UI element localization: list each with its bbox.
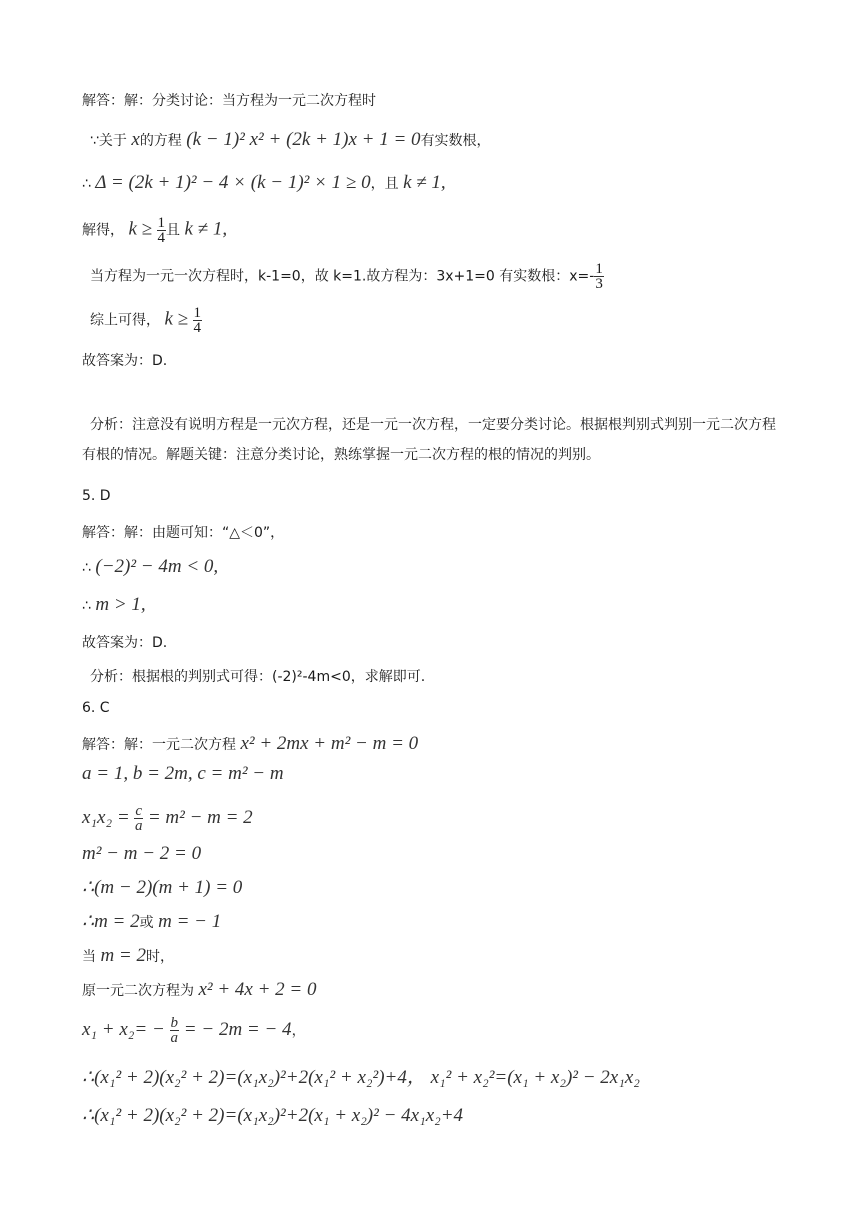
text-line: 故答案为：D.	[82, 635, 168, 651]
numerator: 1	[157, 215, 166, 231]
text-line	[82, 910, 221, 933]
text: 的方程	[139, 133, 182, 149]
therefore-symbol: ∴	[82, 560, 91, 576]
text-line	[82, 172, 446, 194]
math: x	[131, 129, 140, 150]
text-line	[90, 129, 491, 151]
text: 当方程为一元一次方程时，k-1=0，故 k=1.故方程为：3x+1=0 有实数根：x=-	[90, 268, 595, 285]
math: = − 2m = − 4	[183, 1018, 292, 1040]
text-line	[82, 979, 316, 1001]
math-discriminant: Δ = (2k + 1)² − 4 × (k − 1)² × 1 ≥ 0	[95, 172, 371, 193]
text-line	[82, 945, 174, 967]
denominator: a	[170, 1030, 179, 1046]
therefore-symbol: ∴	[82, 176, 91, 192]
math: m > 1,	[95, 594, 146, 615]
math-equation: (k − 1)² x² + (2k + 1)x + 1 = 0	[186, 129, 421, 150]
text-line	[90, 262, 604, 291]
text: ，	[291, 1022, 306, 1039]
math: k ≠ 1,	[403, 172, 446, 193]
text-line	[82, 216, 227, 245]
math: x₁x₂ =	[82, 806, 130, 828]
math: k ≠ 1,	[184, 218, 228, 240]
fraction	[193, 306, 203, 335]
math: x₁² + x₂²=(x₁ + x₂)² − 2x₁x₂	[430, 1067, 640, 1088]
fraction	[594, 262, 604, 291]
text: 或	[139, 915, 154, 931]
fraction	[170, 1016, 180, 1045]
text-line: 分析：根据根的判别式可得：(-2)²-4m<0，求解即可.	[90, 669, 426, 685]
text: 解得，	[82, 222, 124, 239]
text-line	[90, 306, 202, 335]
math: k ≥	[164, 308, 189, 330]
math: (−2)² − 4m < 0,	[95, 556, 219, 577]
numerator: c	[135, 803, 143, 819]
denominator: 4	[193, 320, 202, 336]
math: m = 2	[100, 945, 146, 966]
math: m = − 1	[158, 911, 222, 932]
text-line: 解答：解：由题可知：“△＜0”，	[82, 525, 285, 541]
therefore-symbol: ∴	[82, 598, 91, 614]
math-line	[82, 1016, 306, 1045]
numerator: 1	[193, 305, 202, 321]
text: ，且	[370, 176, 399, 192]
question-number: 5. D	[82, 488, 111, 504]
math: ∴(x₁² + 2)(x₂² + 2)=(x₁x₂)²+2(x₁² + x₂²)+4，	[82, 1067, 426, 1088]
math: x₁ + x₂= −	[82, 1018, 165, 1040]
denominator: 3	[595, 276, 603, 292]
math-line: a = 1, b = 2m, c = m² − m	[82, 763, 284, 784]
text-line	[82, 556, 218, 578]
text-line	[82, 733, 418, 755]
math: x² + 4x + 2 = 0	[198, 979, 317, 1000]
text: 有实数根，	[420, 133, 491, 149]
math-line	[82, 1062, 640, 1089]
math-line	[82, 804, 253, 833]
math: k ≥	[128, 218, 153, 240]
text: 综上可得，	[90, 312, 160, 329]
math-line: ∴(m − 2)(m + 1) = 0	[82, 877, 243, 898]
math-line: ∴(x₁² + 2)(x₂² + 2)=(x₁x₂)²+2(x₁ + x₂)² − 4x₁x₂+4	[82, 1105, 464, 1126]
fraction	[157, 216, 167, 245]
text: ∵关于	[90, 133, 127, 149]
numerator: b	[170, 1015, 179, 1031]
text: 原一元二次方程为	[82, 983, 194, 999]
text: 解答：解：一元二次方程	[82, 737, 236, 753]
text: 当	[82, 949, 96, 965]
fraction	[134, 804, 143, 833]
analysis-paragraph: 分析：注意没有说明方程是一元次方程，还是一元一次方程，一定要分类讨论。根据根判别式判别一元二次方程有根的情况。解题关键：注意分类讨论，熟练掌握一元二次方程的根的情况的判别。	[82, 417, 776, 463]
text-line: 故答案为：D.	[82, 353, 168, 369]
math: ∴m = 2	[82, 911, 140, 932]
math: x² + 2mx + m² − m = 0	[240, 733, 419, 754]
denominator: 4	[157, 230, 166, 246]
math-line: m² − m − 2 = 0	[82, 843, 202, 864]
text-line	[82, 594, 146, 616]
question-number: 6. C	[82, 700, 110, 716]
denominator: a	[134, 818, 143, 834]
text: 时，	[146, 949, 174, 965]
math: = m² − m = 2	[147, 806, 253, 828]
text: 且	[166, 222, 181, 239]
numerator: 1	[595, 261, 603, 277]
text-line: 解答：解：分类讨论：当方程为一元二次方程时	[82, 93, 376, 109]
